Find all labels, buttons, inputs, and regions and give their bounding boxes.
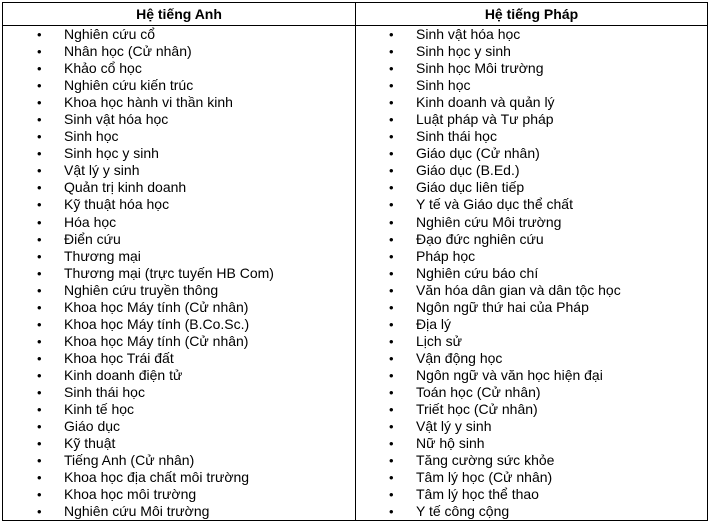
bullet-icon: • (37, 95, 42, 111)
list-item (3, 43, 355, 60)
program-name: Kỹ thuật (64, 435, 116, 452)
list-item (3, 145, 355, 162)
list-item (356, 384, 707, 401)
bullet-icon: • (37, 504, 42, 520)
program-name: Y tế công cộng (416, 503, 510, 520)
bullet-icon: • (389, 384, 394, 400)
english-program-list (3, 26, 355, 520)
program-name: Vận động học (416, 349, 503, 366)
bullet-icon: • (389, 61, 394, 77)
list-item (356, 265, 707, 282)
bullet-icon: • (389, 350, 394, 366)
bullet-icon: • (389, 333, 394, 349)
program-name: Quản trị kinh doanh (64, 179, 187, 196)
bullet-icon: • (389, 265, 394, 281)
bullet-icon: • (389, 402, 394, 418)
bullet-icon: • (37, 436, 42, 452)
list-item (3, 299, 355, 316)
program-name: Sinh vật hóa học (416, 26, 521, 42)
program-name: Điển cứu (64, 230, 121, 247)
list-item (3, 367, 355, 384)
bullet-icon: • (37, 470, 42, 486)
bullet-icon: • (389, 95, 394, 111)
french-column-header: Hệ tiếng Pháp (356, 3, 707, 26)
bullet-icon: • (389, 282, 394, 298)
program-name: Hóa học (64, 213, 117, 230)
bullet-icon: • (389, 214, 394, 230)
list-item (356, 418, 707, 435)
program-name: Nghiên cứu kiến trúc (64, 77, 194, 94)
bullet-icon: • (389, 197, 394, 213)
list-item (356, 94, 707, 111)
program-name: Tâm lý học thể thao (416, 486, 539, 503)
program-name: Sinh thái học (64, 383, 145, 400)
list-item (3, 503, 355, 520)
bullet-icon: • (37, 350, 42, 366)
english-column (3, 3, 356, 520)
program-name: Địa lý (416, 315, 452, 332)
list-item (356, 503, 707, 520)
program-name: Sinh học (64, 128, 119, 145)
program-name: Giáo dục (B.Ed.) (416, 162, 520, 179)
program-name: Khoa học Máy tính (B.Co.Sc.) (64, 315, 250, 332)
list-item (356, 435, 707, 452)
list-item (3, 452, 355, 469)
program-name: Giáo dục (Cử nhân) (416, 145, 540, 162)
program-name: Giáo dục liên tiếp (416, 179, 525, 196)
program-name: Luật pháp và Tư pháp (416, 111, 554, 128)
bullet-icon: • (37, 453, 42, 469)
program-name: Khoa học Trái đất (64, 349, 174, 366)
bullet-icon: • (37, 384, 42, 400)
bullet-icon: • (37, 367, 42, 383)
list-item (3, 435, 355, 452)
program-name: Lịch sử (416, 332, 462, 349)
program-name: Sinh vật hóa học (64, 111, 169, 128)
list-item (356, 26, 707, 43)
list-item (3, 162, 355, 179)
list-item (3, 77, 355, 94)
program-name: Kinh tế học (64, 401, 135, 418)
program-name: Vật lý y sinh (64, 162, 140, 179)
list-item (356, 367, 707, 384)
bullet-icon: • (389, 163, 394, 179)
list-item (356, 60, 707, 77)
program-name: Khoa học hành vi thần kinh (64, 94, 233, 111)
list-item (356, 299, 707, 316)
bullet-icon: • (389, 436, 394, 452)
bullet-icon: • (389, 453, 394, 469)
list-item (3, 94, 355, 111)
list-item (356, 452, 707, 469)
bullet-icon: • (389, 78, 394, 94)
program-name: Sinh học Môi trường (416, 60, 544, 77)
bullet-icon: • (37, 129, 42, 145)
bullet-icon: • (37, 248, 42, 264)
list-item (3, 248, 355, 265)
program-name: Giáo dục (64, 418, 121, 435)
programs-table (2, 2, 708, 521)
bullet-icon: • (37, 402, 42, 418)
list-item (356, 350, 707, 367)
list-item (356, 77, 707, 94)
program-name: Sinh học y sinh (416, 43, 511, 60)
bullet-icon: • (37, 197, 42, 213)
list-item (356, 162, 707, 179)
program-name: Kinh doanh điện tử (64, 366, 183, 383)
program-name: Nghiên cứu báo chí (416, 264, 539, 281)
bullet-icon: • (389, 231, 394, 247)
french-column (356, 3, 707, 520)
bullet-icon: • (37, 163, 42, 179)
list-item (3, 316, 355, 333)
bullet-icon: • (389, 419, 394, 435)
program-name: Triết học (Cử nhân) (416, 401, 538, 418)
bullet-icon: • (389, 44, 394, 60)
program-name: Nghiên cứu Môi trường (416, 213, 562, 230)
list-item (3, 128, 355, 145)
program-name: Kinh doanh và quản lý (416, 94, 555, 111)
program-name: Nữ hộ sinh (416, 435, 485, 452)
list-item (356, 469, 707, 486)
bullet-icon: • (37, 61, 42, 77)
list-item (3, 486, 355, 503)
bullet-icon: • (389, 180, 394, 196)
bullet-icon: • (37, 231, 42, 247)
bullet-icon: • (37, 27, 42, 42)
bullet-icon: • (37, 419, 42, 435)
program-name: Tâm lý học (Cử nhân) (416, 469, 553, 486)
program-name: Ngôn ngữ thứ hai của Pháp (416, 298, 589, 315)
list-item (3, 231, 355, 248)
list-item (356, 248, 707, 265)
program-name: Khoa học địa chất môi trường (64, 469, 250, 486)
program-name: Nghiên cứu Môi trường (64, 503, 210, 520)
program-name: Nghiên cứu cổ (64, 26, 156, 42)
bullet-icon: • (389, 316, 394, 332)
program-name: Sinh thái học (416, 128, 497, 145)
bullet-icon: • (37, 487, 42, 503)
list-item (356, 231, 707, 248)
list-item (356, 179, 707, 196)
bullet-icon: • (389, 299, 394, 315)
bullet-icon: • (37, 112, 42, 128)
bullet-icon: • (389, 112, 394, 128)
bullet-icon: • (37, 265, 42, 281)
bullet-icon: • (389, 504, 394, 520)
program-name: Tăng cường sức khỏe (416, 452, 555, 469)
program-name: Thương mại (trực tuyến HB Com) (64, 264, 274, 281)
bullet-icon: • (37, 333, 42, 349)
program-name: Thương mại (64, 247, 141, 264)
bullet-icon: • (37, 299, 42, 315)
list-item (3, 179, 355, 196)
list-item (356, 401, 707, 418)
bullet-icon: • (389, 248, 394, 264)
list-item (3, 401, 355, 418)
bullet-icon: • (389, 146, 394, 162)
list-item (3, 282, 355, 299)
bullet-icon: • (37, 214, 42, 230)
list-item (356, 43, 707, 60)
list-item (356, 333, 707, 350)
english-column-header: Hệ tiếng Anh (3, 3, 355, 26)
program-name: Văn hóa dân gian và dân tộc học (416, 281, 621, 298)
list-item (356, 214, 707, 231)
bullet-icon: • (37, 316, 42, 332)
list-item (3, 384, 355, 401)
list-item (3, 214, 355, 231)
program-name: Khoa học Máy tính (Cử nhân) (64, 332, 249, 349)
list-item (3, 111, 355, 128)
program-name: Nhân học (Cử nhân) (64, 43, 192, 60)
bullet-icon: • (37, 78, 42, 94)
list-item (3, 26, 355, 43)
list-item (3, 265, 355, 282)
bullet-icon: • (389, 129, 394, 145)
program-name: Toán học (Cử nhân) (416, 383, 541, 400)
bullet-icon: • (37, 282, 42, 298)
program-name: Đạo đức nghiên cứu (416, 230, 544, 247)
list-item (356, 128, 707, 145)
program-name: Pháp học (416, 247, 476, 264)
program-name: Ngôn ngữ và văn học hiện đại (416, 366, 603, 383)
list-item (356, 282, 707, 299)
bullet-icon: • (37, 180, 42, 196)
program-name: Khảo cổ học (64, 60, 142, 77)
list-item (3, 418, 355, 435)
list-item (356, 196, 707, 213)
list-item (3, 333, 355, 350)
program-name: Tiếng Anh (Cử nhân) (64, 452, 195, 469)
bullet-icon: • (389, 367, 394, 383)
list-item (3, 469, 355, 486)
program-name: Vật lý y sinh (416, 418, 492, 435)
program-name: Sinh học (416, 77, 471, 94)
program-name: Kỹ thuật hóa học (64, 196, 170, 213)
program-name: Sinh học y sinh (64, 145, 159, 162)
program-name: Nghiên cứu truyền thông (64, 281, 219, 298)
list-item (356, 111, 707, 128)
list-item (3, 60, 355, 77)
french-program-list (356, 26, 707, 520)
list-item (356, 145, 707, 162)
list-item (3, 196, 355, 213)
list-item (356, 486, 707, 503)
bullet-icon: • (389, 487, 394, 503)
program-name: Khoa học Máy tính (Cử nhân) (64, 298, 249, 315)
program-name: Khoa học môi trường (64, 486, 197, 503)
bullet-icon: • (389, 470, 394, 486)
bullet-icon: • (37, 44, 42, 60)
list-item (3, 350, 355, 367)
bullet-icon: • (389, 27, 394, 42)
bullet-icon: • (37, 146, 42, 162)
list-item (356, 316, 707, 333)
program-name: Y tế và Giáo dục thể chất (416, 196, 573, 213)
